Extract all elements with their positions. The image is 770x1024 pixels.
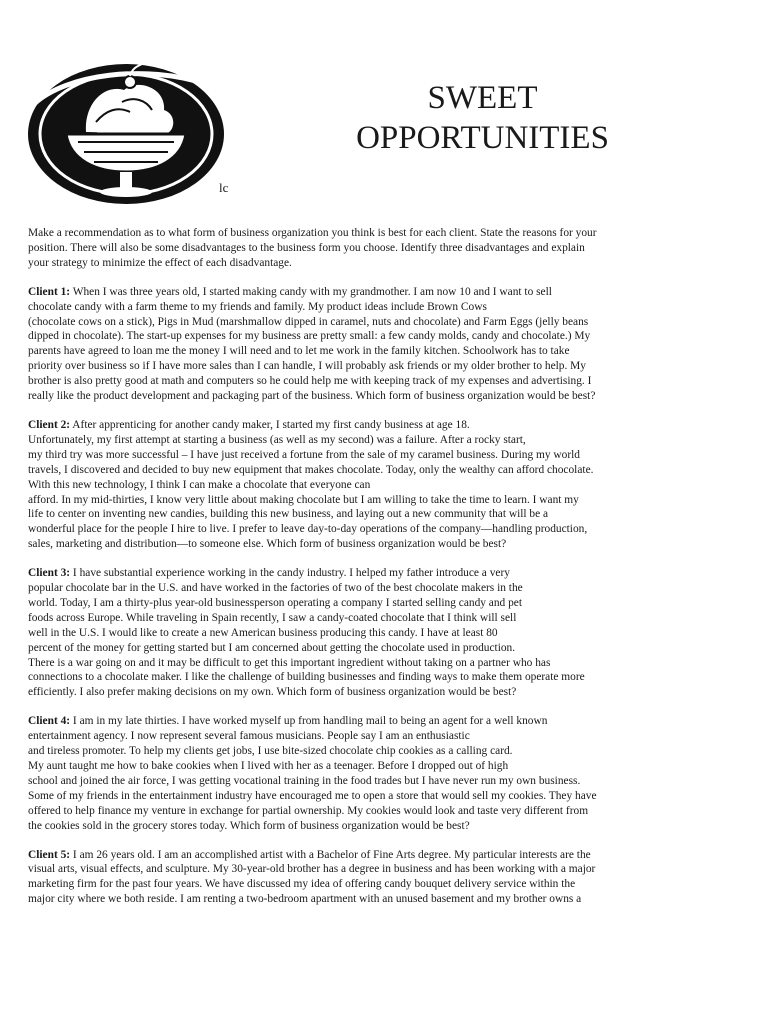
client-text-line: offered to help finance my venture in exchange for partial ownership. My cookies would look and taste very different from	[28, 804, 589, 817]
client-4-paragraph	[28, 714, 663, 833]
client-text-line: wonderful place for the people I hire to live. I prefer to leave day-to-day operations of the company—handling production,	[28, 523, 588, 536]
client-5-paragraph	[28, 848, 663, 908]
sundae-logo-graphic	[26, 62, 229, 212]
client-text-line: With this new technology, I think I can make a chocolate that everyone can	[28, 478, 371, 491]
client-text-line: brother is also pretty good at math and computers so he could help me with keeping track of my expenses and advertising. I	[28, 375, 592, 388]
logo-mark: lc	[219, 180, 229, 195]
client-text-line: visual arts, visual effects, and sculpture. My 30-year-old brother has a degree in business and has been working with a major	[28, 863, 596, 876]
client-2-first-line	[28, 418, 663, 433]
client-text-line: entertainment agency. I now represent several famous musicians. People say I am an enthusiastic	[28, 730, 470, 743]
client-text-line: the cookies sold in the grocery stores today. Which form of business organization would be best?	[28, 819, 470, 832]
client-text-line: sales, marketing and distribution—to someone else. Which form of business organization would be best?	[28, 538, 507, 551]
client-text-line: parents have agreed to loan me the money I will need and to let me work in the family kitchen. Schoolwork has to take	[28, 345, 570, 358]
client-1-label: Client 1:	[28, 285, 71, 298]
client-5-label: Client 5:	[28, 848, 71, 861]
client-text-line: After apprenticing for another candy maker, I started my first candy business at age 18.	[70, 418, 470, 431]
client-3-paragraph	[28, 566, 663, 700]
client-text-line: foods across Europe. While traveling in Spain recently, I saw a candy-coated chocolate that I think will sell	[28, 611, 517, 624]
client-1-paragraph	[28, 285, 663, 404]
client-text-line: life to center on inventing new candies, building this new business, and laying out a new community that will be a	[28, 508, 549, 521]
client-text-line: marketing firm for the past four years. We have discussed my idea of offering candy bouquet delivery service within the	[28, 878, 576, 891]
client-text-line: Some of my friends in the entertainment industry have encouraged me to open a store that would sell my cookies. They have	[28, 789, 597, 802]
instructions-line: position. There will also be some disadvantages to the business form you choose. Identify three disadvantages and explain	[28, 241, 585, 254]
client-text-line: I have substantial experience working in the candy industry. I helped my father introduce a very	[70, 567, 510, 580]
client-text-line: I am in my late thirties. I have worked myself up from handling mail to being an agent for a well known	[70, 715, 548, 728]
client-text-line: I am 26 years old. I am an accomplished artist with a Bachelor of Fine Arts degree. My particular interests are the	[70, 848, 591, 861]
client-text-line: dipped in chocolate). The start-up expenses for my business are pretty small: a few candy molds, candy and chocolate.) My	[28, 330, 591, 343]
client-text-line: travels, I discovered and decided to buy new equipment that makes chocolate. Today, only the wealthy can afford chocolate.	[28, 463, 594, 476]
instructions-paragraph	[28, 226, 663, 271]
instructions-line: Make a recommendation as to what form of business organization you think is best for each client. State the reasons for your	[28, 227, 597, 239]
client-text-line: connections to a chocolate maker. I like the challenge of building businesses and finding ways to make them operate more	[28, 671, 585, 684]
document-body	[28, 226, 663, 921]
page-title	[320, 78, 645, 158]
client-text-line: well in the U.S. I would like to create a new American business producing this candy. I have at least 80	[28, 626, 498, 639]
client-text-line: (chocolate cows on a stick), Pigs in Mud (marshmallow dipped in caramel, nuts and chocolate) and Farm Eggs (jelly beans	[28, 315, 589, 328]
instructions-line: your strategy to minimize the effect of each disadvantage.	[28, 256, 292, 269]
client-text-line: my third try was more successful – I have just received a fortune from the sale of my caramel business. During my world	[28, 448, 580, 461]
client-text-line: percent of the money for getting started but I am concerned about getting the chocolate used in production.	[28, 641, 516, 654]
client-3-first-line	[28, 566, 663, 581]
title-line-2: OPPORTUNITIES	[356, 120, 609, 156]
client-text-line: chocolate candy with a farm theme to my friends and family. My product ideas include Brown Cows	[28, 300, 487, 313]
client-text-line: really like the product development and packaging part of the business. Which form of business organization would be best?	[28, 390, 596, 403]
client-text-line: popular chocolate bar in the U.S. and have worked in the factories of two of the best chocolate makers in the	[28, 582, 523, 595]
client-2-label: Client 2:	[28, 418, 71, 431]
client-text-line: priority over business so if I have more sales than I can handle, I will probably ask friends or my older brother to help. My	[28, 360, 587, 373]
client-4-first-line	[28, 714, 663, 729]
client-text-line: There is a war going on and it may be difficult to get this important ingredient without taking on a partner who has	[28, 656, 551, 669]
title-line-1: SWEET	[427, 80, 538, 116]
client-2-paragraph	[28, 418, 663, 552]
client-text-line: world. Today, I am a thirty-plus year-old businessperson operating a company I started selling candy and pet	[28, 596, 523, 609]
client-4-label: Client 4:	[28, 715, 71, 728]
client-text-line: efficiently. I also prefer making decisions on my own. Which form of business organization would be best?	[28, 686, 517, 699]
client-text-line: Unfortunately, my first attempt at starting a business (as well as my second) was a failure. After a rocky start,	[28, 433, 526, 446]
client-text-line: major city where we both reside. I am renting a two-bedroom apartment with an unused basement and my brother owns a	[28, 893, 582, 906]
client-1-first-line	[28, 285, 663, 300]
client-text-line: When I was three years old, I started making candy with my grandmother. I am now 10 and I want to sell	[70, 285, 552, 298]
client-text-line: My aunt taught me how to bake cookies when I lived with her as a teenager. Before I dropped out of high	[28, 760, 509, 772]
client-text-line: and tireless promoter. To help my clients get jobs, I use bite-sized chocolate chip cookies as a calling card.	[28, 745, 513, 758]
ice-cream-sundae-icon	[26, 62, 229, 212]
client-5-first-line	[28, 848, 663, 863]
client-text-line: afford. In my mid-thirties, I know very little about making chocolate but I am willing to take the time to learn. I want my	[28, 493, 579, 506]
client-text-line: school and joined the air force, I was getting vocational training in the food trades but I have never run my own business.	[28, 774, 581, 787]
client-3-label: Client 3:	[28, 567, 71, 580]
